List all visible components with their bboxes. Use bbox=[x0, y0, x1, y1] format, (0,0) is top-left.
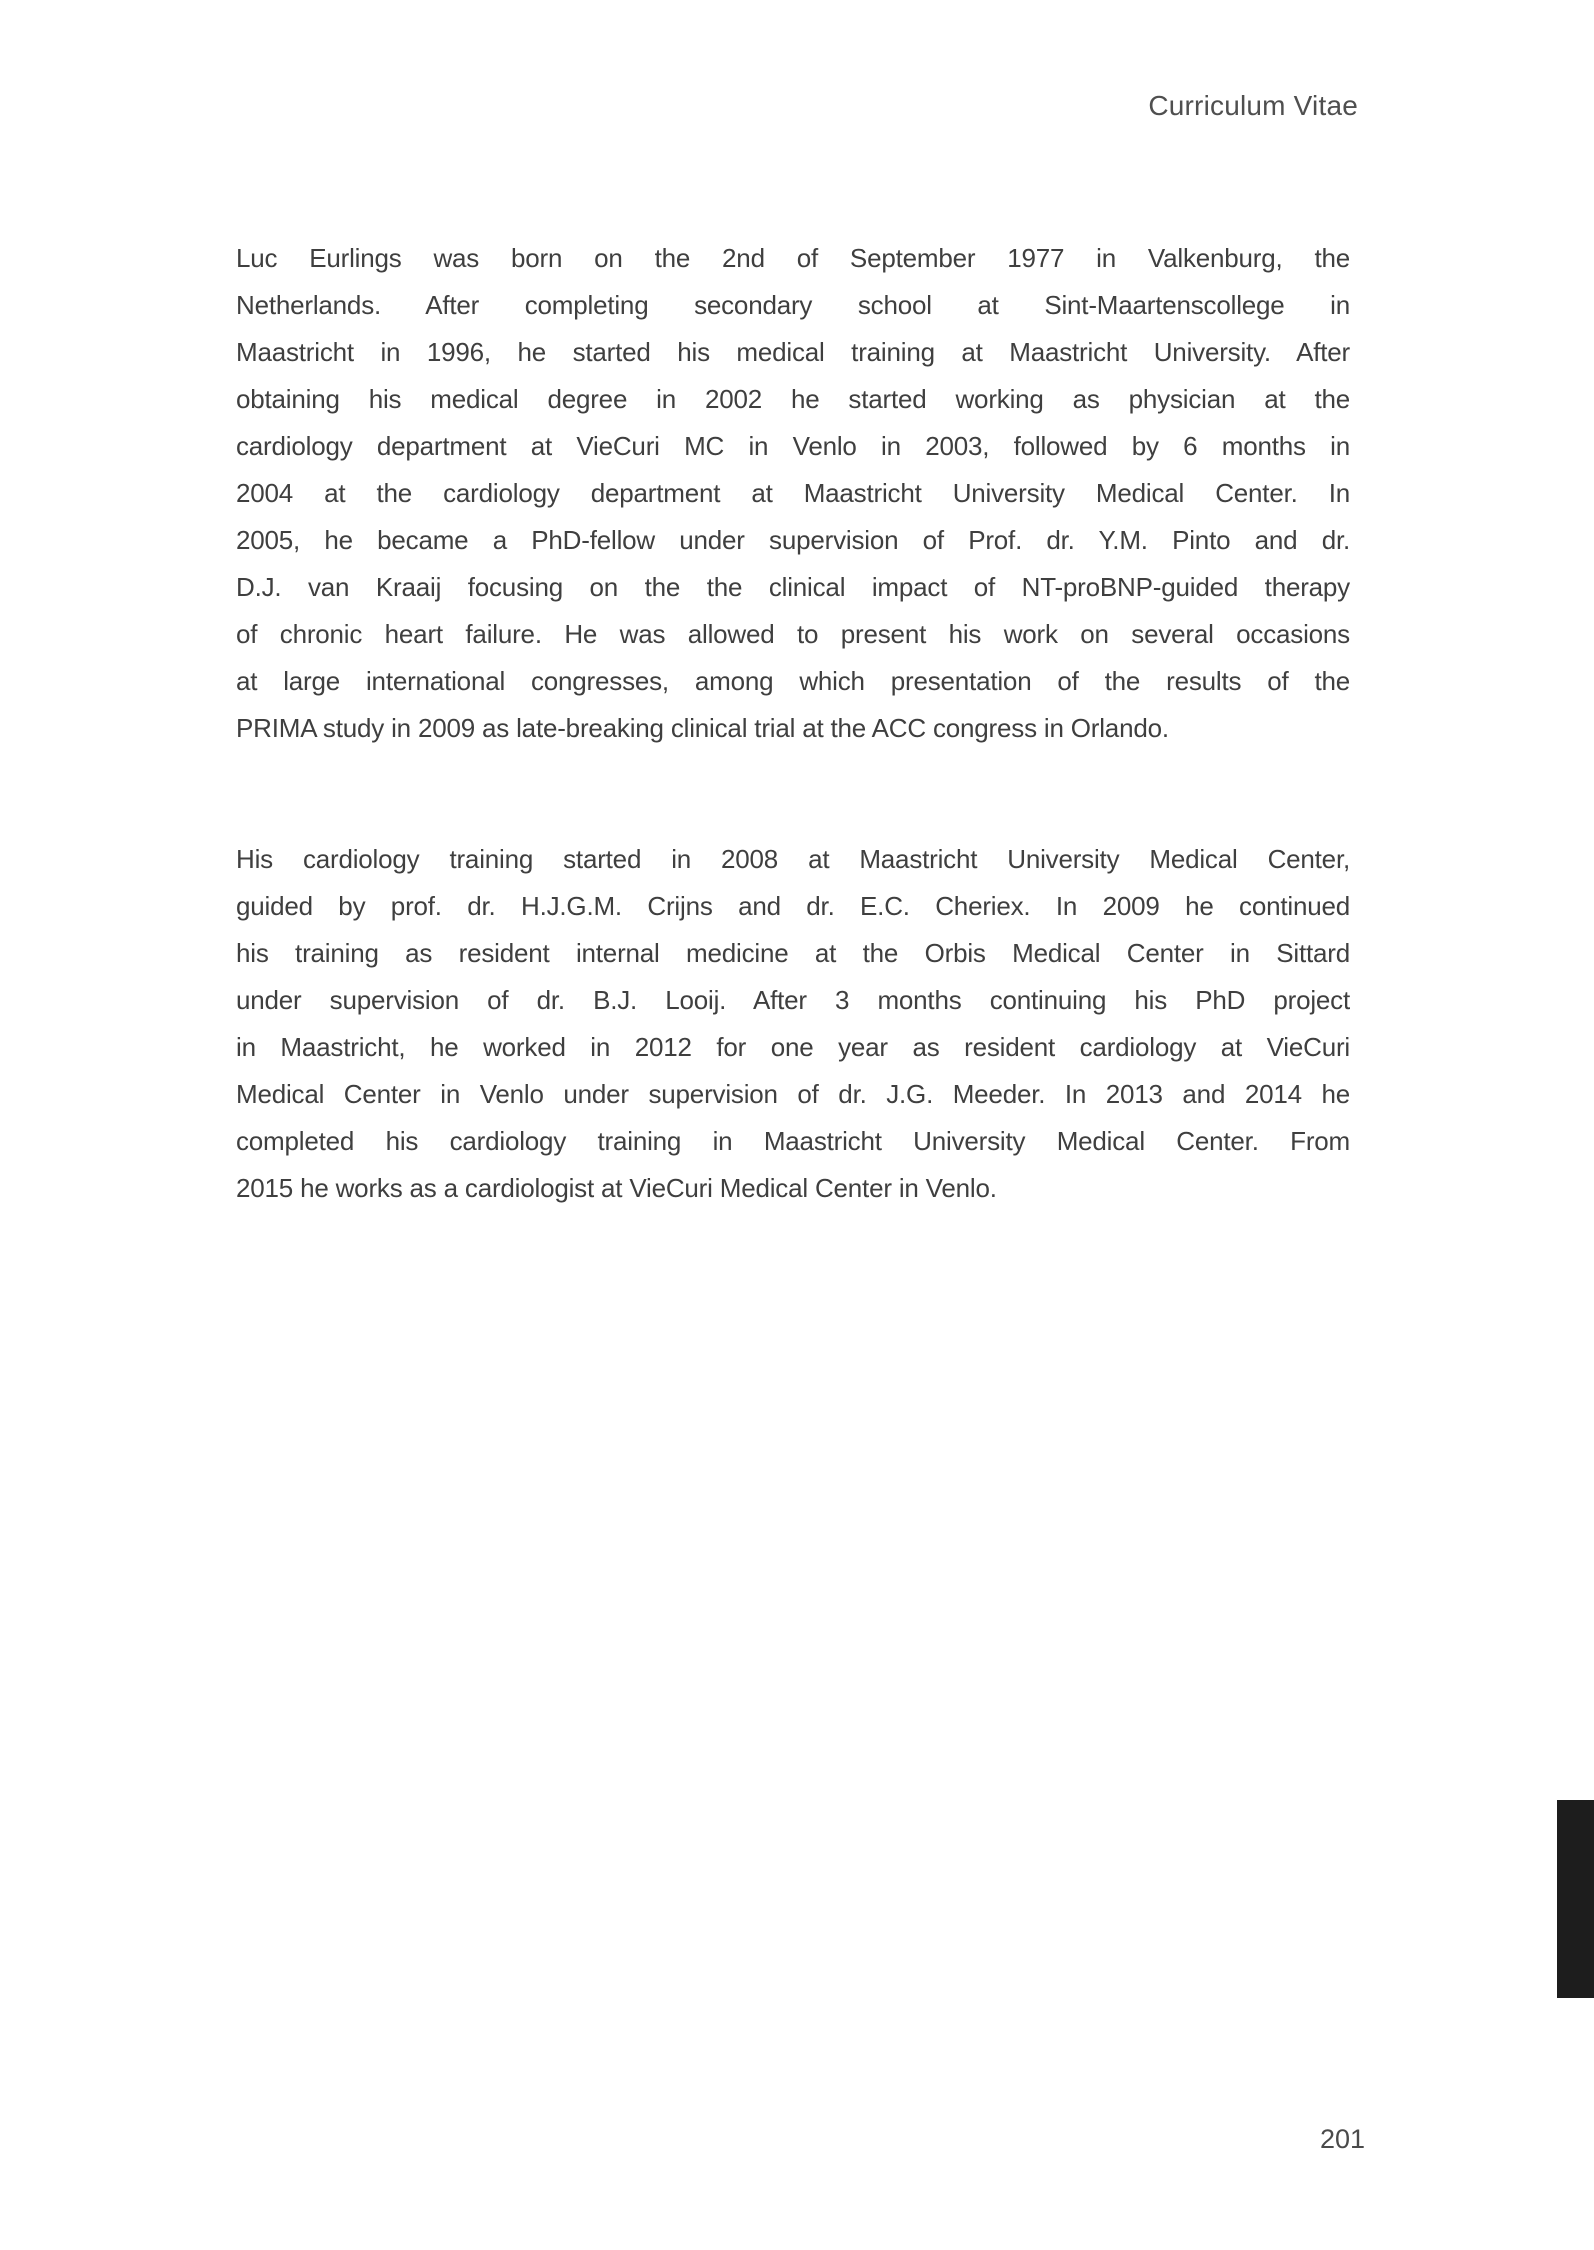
text-line: 2004 at the cardiology department at Maastricht University Medical Center. In bbox=[236, 478, 1350, 508]
text-line: at large international congresses, among which presentation of the results of the bbox=[236, 666, 1350, 696]
text-line: his training as resident internal medicine at the Orbis Medical Center in Sittard bbox=[236, 938, 1350, 968]
text-line: Maastricht in 1996, he started his medical training at Maastricht University. After bbox=[236, 337, 1350, 367]
text-line: 2005, he became a PhD-fellow under supervision of Prof. dr. Y.M. Pinto and dr. bbox=[236, 525, 1350, 555]
text-line: D.J. van Kraaij focusing on the the clinical impact of NT-proBNP-guided therapy bbox=[236, 572, 1350, 602]
running-header: Curriculum Vitae bbox=[1148, 90, 1358, 121]
text-line: of chronic heart failure. He was allowed to present his work on several occasions bbox=[236, 619, 1350, 649]
chapter-thumb-index-tab bbox=[1557, 1800, 1594, 1998]
paragraph-career bbox=[236, 836, 1350, 1212]
text-line: in Maastricht, he worked in 2012 for one year as resident cardiology at VieCuri bbox=[236, 1032, 1350, 1062]
page-number: 201 bbox=[1319, 2124, 1365, 2154]
body-text bbox=[236, 235, 1350, 1212]
text-line: Netherlands. After completing secondary school at Sint-Maartenscollege in bbox=[236, 290, 1350, 320]
text-line: completed his cardiology training in Maastricht University Medical Center. From bbox=[236, 1126, 1350, 1156]
text-line: obtaining his medical degree in 2002 he started working as physician at the bbox=[236, 384, 1350, 414]
text-line: PRIMA study in 2009 as late-breaking clinical trial at the ACC congress in Orlando. bbox=[236, 713, 1169, 743]
text-line: Medical Center in Venlo under supervision of dr. J.G. Meeder. In 2013 and 2014 he bbox=[236, 1079, 1350, 1109]
text-line: under supervision of dr. B.J. Looij. After 3 months continuing his PhD project bbox=[236, 985, 1350, 1015]
text-line: cardiology department at VieCuri MC in Venlo in 2003, followed by 6 months in bbox=[236, 431, 1350, 461]
text-line: 2015 he works as a cardiologist at VieCuri Medical Center in Venlo. bbox=[236, 1173, 997, 1203]
text-line: His cardiology training started in 2008 at Maastricht University Medical Center, bbox=[236, 844, 1350, 874]
text-line: guided by prof. dr. H.J.G.M. Crijns and dr. E.C. Cheriex. In 2009 he continued bbox=[236, 891, 1350, 921]
text-line: Luc Eurlings was born on the 2nd of September 1977 in Valkenburg, the bbox=[236, 243, 1350, 273]
paragraph-biography bbox=[236, 235, 1350, 752]
